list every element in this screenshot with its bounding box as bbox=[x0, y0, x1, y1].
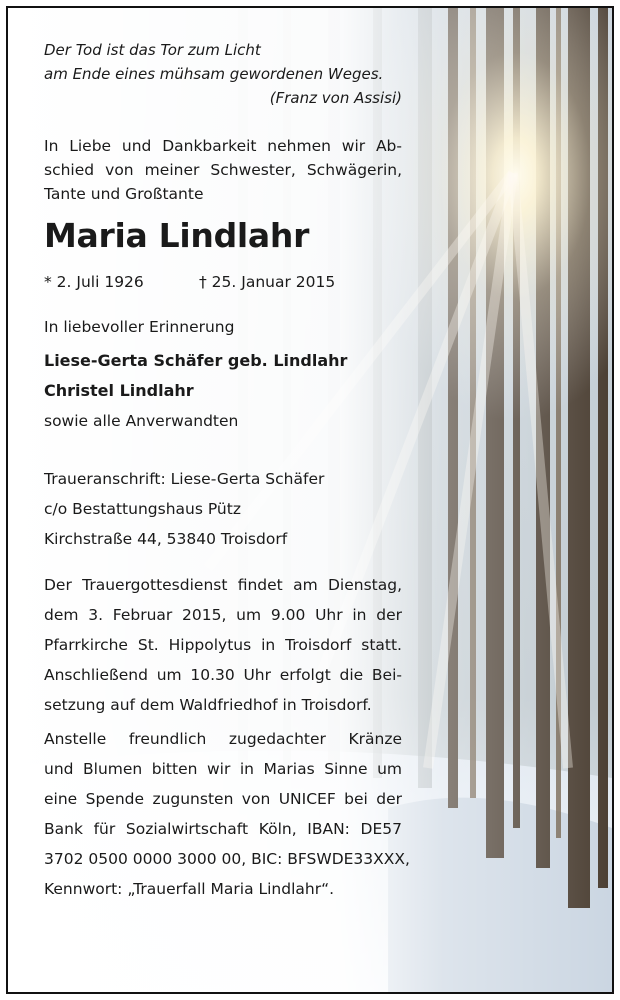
birth-date: * 2. Juli 1926 bbox=[44, 273, 144, 291]
obituary-card bbox=[6, 6, 614, 994]
mourner-name-2: Christel Lindlahr bbox=[44, 381, 194, 400]
donation-line-3: eine Spende zugunsten von UNICEF bei der bbox=[44, 790, 402, 808]
donation-line-2: und Blumen bitten wir in Marias Sinne um bbox=[44, 760, 402, 778]
service-line-5: setzung auf dem Waldfriedhof in Troisdorf. bbox=[44, 696, 372, 714]
motto-author: (Franz von Assisi) bbox=[269, 89, 402, 107]
intro-line-3: Tante und Großtante bbox=[44, 185, 204, 203]
mourners-intro: In liebevoller Erinnerung bbox=[44, 318, 235, 336]
service-info bbox=[44, 570, 402, 720]
life-dates bbox=[44, 270, 402, 294]
donation-line-4: Bank für Sozialwirtschaft Köln, IBAN: DE57 bbox=[44, 820, 402, 838]
donation-info bbox=[44, 724, 410, 904]
service-line-1: Der Trauergottesdienst findet am Dienstag, bbox=[44, 576, 402, 594]
mourners bbox=[44, 312, 402, 436]
mourning-address bbox=[44, 464, 402, 554]
address-line-3: Kirchstraße 44, 53840 Troisdorf bbox=[44, 530, 288, 548]
death-date: † 25. Januar 2015 bbox=[199, 273, 336, 291]
donation-line-5: 3702 0500 0000 3000 00, BIC: BFSWDE33XXX, bbox=[44, 850, 410, 868]
service-line-3: Pfarrkirche St. Hippolytus in Troisdorf statt. bbox=[44, 636, 402, 654]
intro-line-1: In Liebe und Dankbarkeit nehmen wir Ab- bbox=[44, 137, 402, 155]
obituary-text bbox=[44, 38, 410, 904]
intro-text bbox=[44, 134, 402, 206]
motto-line-1: Der Tod ist das Tor zum Licht bbox=[44, 41, 261, 59]
deceased-name: Maria Lindlahr bbox=[44, 216, 310, 255]
motto bbox=[44, 38, 402, 110]
donation-line-1: Anstelle freundlich zugedachter Kränze bbox=[44, 730, 402, 748]
mourner-name-1: Liese-Gerta Schäfer geb. Lindlahr bbox=[44, 351, 348, 370]
service-line-2: dem 3. Februar 2015, um 9.00 Uhr in der bbox=[44, 606, 402, 624]
motto-line-2: am Ende eines mühsam gewordenen Weges. bbox=[44, 65, 384, 83]
service-line-4: Anschließend um 10.30 Uhr erfolgt die Bei- bbox=[44, 666, 402, 684]
donation-line-6: Kennwort: „Trauerfall Maria Lindlahr“. bbox=[44, 880, 335, 898]
mourners-others: sowie alle Anverwandten bbox=[44, 412, 239, 430]
address-line-2: c/o Bestattungshaus Pütz bbox=[44, 500, 241, 518]
intro-line-2: schied von meiner Schwester, Schwägerin, bbox=[44, 161, 402, 179]
address-line-1: Traueranschrift: Liese-Gerta Schäfer bbox=[44, 470, 325, 488]
